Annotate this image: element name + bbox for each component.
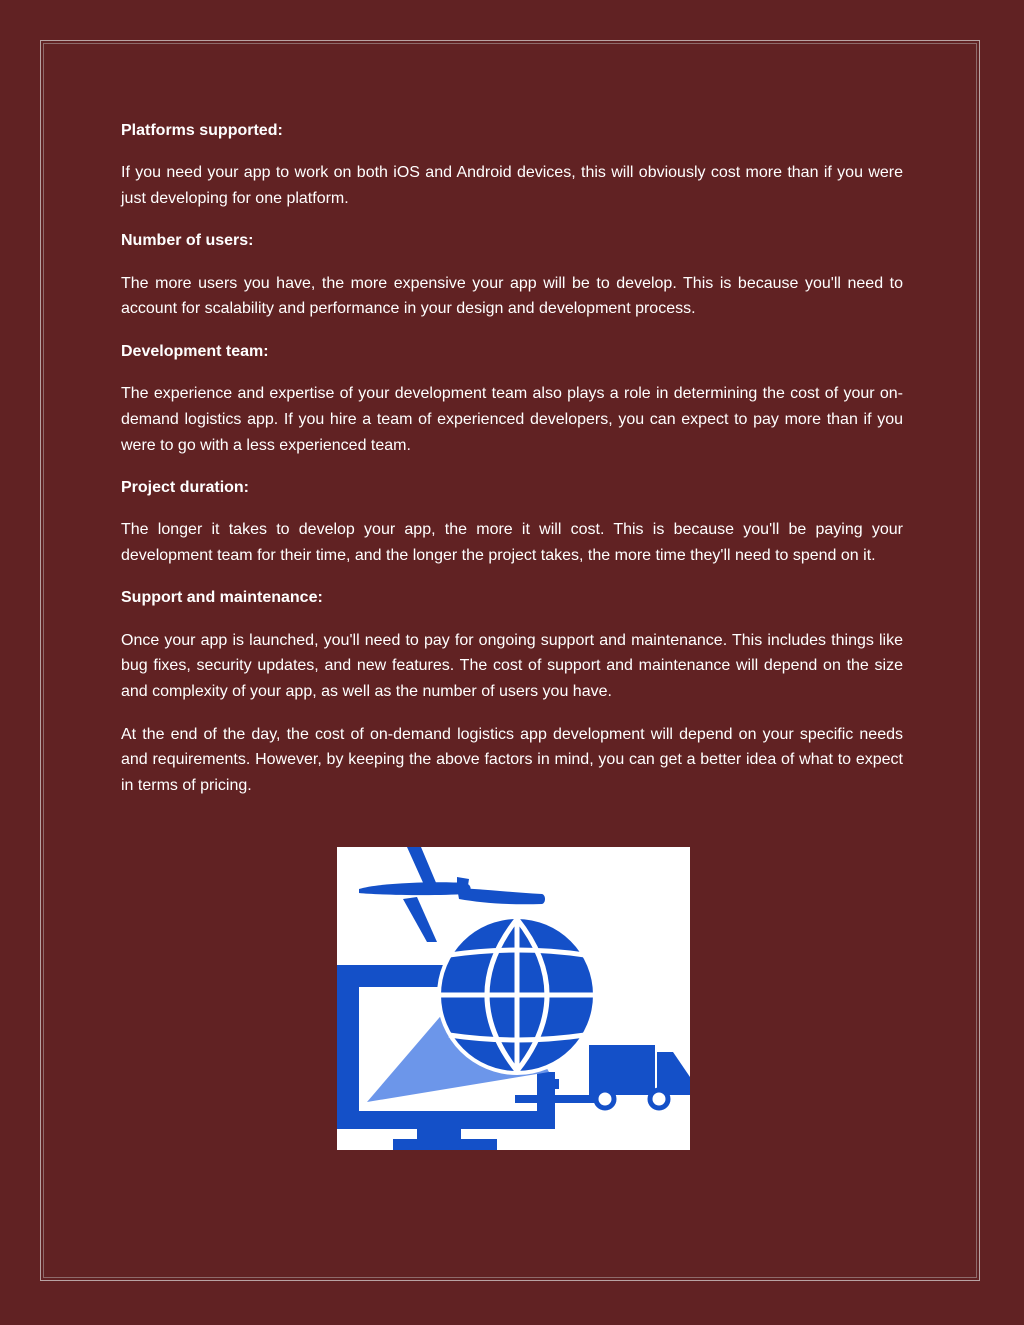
section-heading-support: Support and maintenance:: [121, 589, 323, 607]
conclusion-paragraph: At the end of the day, the cost of on-demand logistics app development will depend on your specific needs and requirements. However, by keeping the above factors in mind, you can get a better idea of what to expect in terms of pricing.: [121, 725, 903, 795]
section-body-support: Once your app is launched, you'll need to pay for ongoing support and maintenance. This includes things like bug fixes, security updates, and new features. The cost of support and maintenance will depend on the size and complexity of your app, as well as the number of users you have.: [121, 631, 903, 701]
section-body-users: The more users you have, the more expensive your app will be to develop. This is because you'll need to account for scalability and performance in your design and development process.: [121, 274, 903, 318]
section-heading-duration: Project duration:: [121, 478, 250, 496]
section-heading-platforms: Platforms supported:: [121, 122, 283, 139]
section-body-team: The experience and expertise of your development team also plays a role in determining the cost of your on-demand logistics app. If you hire a team of experienced developers, you can expect to pay more than if you were to go with a less experienced team.: [121, 385, 903, 454]
logistics-illustration: [337, 847, 690, 1150]
section-heading-users: Number of users:: [121, 232, 254, 250]
document-body: [121, 118, 903, 815]
section-body-platforms: If you need your app to work on both iOS and Android devices, this will obviously cost more than if you were just developing for one platform.: [121, 164, 903, 208]
section-heading-team: Development team:: [121, 342, 269, 360]
section-body-duration: The longer it takes to develop your app, the more it will cost. This is because you'll be paying your development team for their time, and the longer the project takes, the more time they'll need to spend on it.: [121, 521, 903, 565]
globe-icon: [437, 915, 597, 1075]
